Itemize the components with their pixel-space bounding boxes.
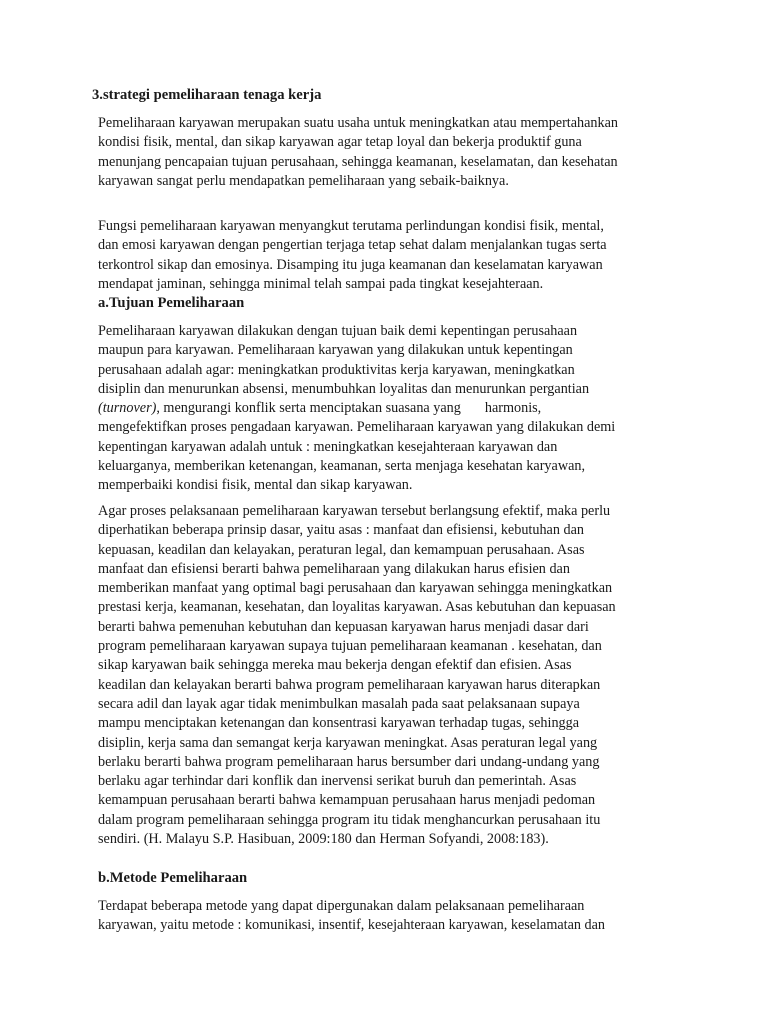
paragraph-line: kepuasan, keadilan dan kelayakan, peraturan legal, dan kemampuan perusahaan. Asas bbox=[98, 541, 585, 558]
paragraph-line: berlaku berarti bahwa program pemeliharaan harus bersumber dari undang-undang yang bbox=[98, 753, 600, 770]
paragraph-line: diperhatikan beberapa prinsip dasar, yaitu asas : manfaat dan efisiensi, kebutuhan dan bbox=[98, 522, 584, 539]
paragraph-line: perusahaan adalah agar: meningkatkan produktivitas kerja karyawan, meningkatkan bbox=[98, 361, 575, 378]
paragraph-line: maupun para karyawan. Pemeliharaan karyawan yang dilakukan untuk kepentingan bbox=[98, 342, 573, 359]
paragraph-line: disiplin dan menurunkan absensi, menumbuhkan loyalitas dan menurunkan pergantian bbox=[98, 380, 590, 397]
subheading-metode: b.Metode Pemeliharaan bbox=[98, 870, 248, 886]
paragraph-line: dan emosi karyawan dengan pengertian terjaga tetap sehat dalam menjalankan tugas serta bbox=[98, 237, 607, 254]
paragraph-line: Pemeliharaan karyawan dilakukan dengan tujuan baik demi kepentingan perusahaan bbox=[98, 323, 578, 339]
paragraph-line: mendapat jaminan, sehingga minimal telah sampai pada tingkat kesejahteraan. bbox=[98, 275, 544, 292]
paragraph-line: keluarganya, memberikan ketenangan, keamanan, serta menjaga kesehatan karyawan, bbox=[98, 458, 586, 475]
paragraph-line: secara adil dan layak agar tidak menimbulkan masalah pada saat pelaksanaan supaya bbox=[98, 695, 580, 712]
line-text: , mengurangi konflik serta menciptakan suasana yang bbox=[156, 400, 461, 417]
paragraph-line: mengefektifkan proses pengadaan karyawan. Pemeliharaan karyawan yang dilakukan demi bbox=[98, 419, 616, 436]
paragraph-line: memberikan manfaat yang optimal bagi perusahaan dan karyawan sehingga meningkatkan bbox=[98, 580, 613, 597]
paragraph-line: Pemeliharaan karyawan merupakan suatu usaha untuk meningkatkan atau mempertahankan bbox=[98, 115, 619, 131]
paragraph-line bbox=[98, 399, 678, 418]
paragraph-pemeliharaan-definition bbox=[98, 114, 678, 191]
paragraph-metode-pemeliharaan bbox=[98, 897, 678, 936]
paragraph-line: keadilan dan kelayakan berarti bahwa program pemeliharaan karyawan harus diterapkan bbox=[98, 676, 601, 693]
paragraph-line: dalam program pemeliharaan sehingga program itu tidak menghancurkan perusahaan itu bbox=[98, 811, 601, 828]
paragraph-line: disiplin, kerja sama dan semangat kerja karyawan meningkat. Asas peraturan legal yang bbox=[98, 734, 598, 751]
paragraph-line: program pemeliharaan karyawan supaya tujuan pemeliharaan keamanan . kesehatan, dan bbox=[98, 638, 602, 655]
line-text: harmonis, bbox=[484, 400, 542, 417]
paragraph-line: terkontrol sikap dan emosinya. Disamping itu juga keamanan dan keselamatan karyawan bbox=[98, 256, 603, 273]
paragraph-line: memperbaiki kondisi fisik, mental dan sikap karyawan. bbox=[98, 477, 413, 494]
paragraph-line: menunjang pencapaian tujuan perusahaan, sehingga keamanan, keselamatan, dan kesehatan bbox=[98, 153, 618, 170]
paragraph-line: sendiri. (H. Malayu S.P. Hasibuan, 2009:180 dan Herman Sofyandi, 2008:183). bbox=[98, 831, 549, 848]
subheading-tujuan: a.Tujuan Pemeliharaan bbox=[98, 295, 245, 311]
paragraph-prinsip-dasar bbox=[98, 502, 678, 849]
paragraph-line: Agar proses pelaksanaan pemeliharaan karyawan tersebut berlangsung efektif, maka perlu bbox=[98, 503, 611, 519]
paragraph-fungsi-pemeliharaan bbox=[98, 217, 678, 294]
paragraph-line: prestasi kerja, keamanan, kesehatan, dan loyalitas karyawan. Asas kebutuhan dan kepuasan bbox=[98, 599, 616, 616]
paragraph-line: karyawan, yaitu metode : komunikasi, insentif, kesejahteraan karyawan, keselamatan dan bbox=[98, 917, 606, 934]
paragraph-line: kondisi fisik, mental, dan sikap karyawan agar tetap loyal dan bekerja produktif guna bbox=[98, 134, 582, 151]
paragraph-tujuan-pemeliharaan bbox=[98, 322, 678, 496]
paragraph-line: kepentingan karyawan adalah untuk : meningkatkan kesejahteraan karyawan dan bbox=[98, 438, 558, 455]
paragraph-line: mampu menciptakan ketenangan dan konsentrasi karyawan terhadap tugas, sehingga bbox=[98, 715, 580, 732]
paragraph-line: berlaku agar terhindar dari konflik dan inervensi serikat buruh dan pemerintah. Asas bbox=[98, 773, 577, 790]
paragraph-line: manfaat dan efisiensi berarti bahwa pemeliharaan yang dilakukan harus efisien dan bbox=[98, 560, 570, 577]
paragraph-line: sikap karyawan baik sehingga mereka mau bekerja dengan efektif dan efisien. Asas bbox=[98, 657, 572, 674]
paragraph-line: berarti bahwa pemenuhan kebutuhan dan kepuasan karyawan harus menjadi dasar dari bbox=[98, 618, 589, 635]
paragraph-line: karyawan sangat perlu mendapatkan pemeliharaan yang sebaik-baiknya. bbox=[98, 172, 509, 189]
paragraph-line: Terdapat beberapa metode yang dapat dipergunakan dalam pelaksanaan pemeliharaan bbox=[98, 898, 585, 914]
paragraph-line: kemampuan perusahaan berarti bahwa kemampuan perusahaan harus menjadi pedoman bbox=[98, 792, 596, 809]
section-heading: 3.strategi pemeliharaan tenaga kerja bbox=[92, 87, 322, 103]
italic-term: (turnover) bbox=[98, 400, 157, 417]
paragraph-line: Fungsi pemeliharaan karyawan menyangkut terutama perlindungan kondisi fisik, mental, bbox=[98, 218, 604, 234]
